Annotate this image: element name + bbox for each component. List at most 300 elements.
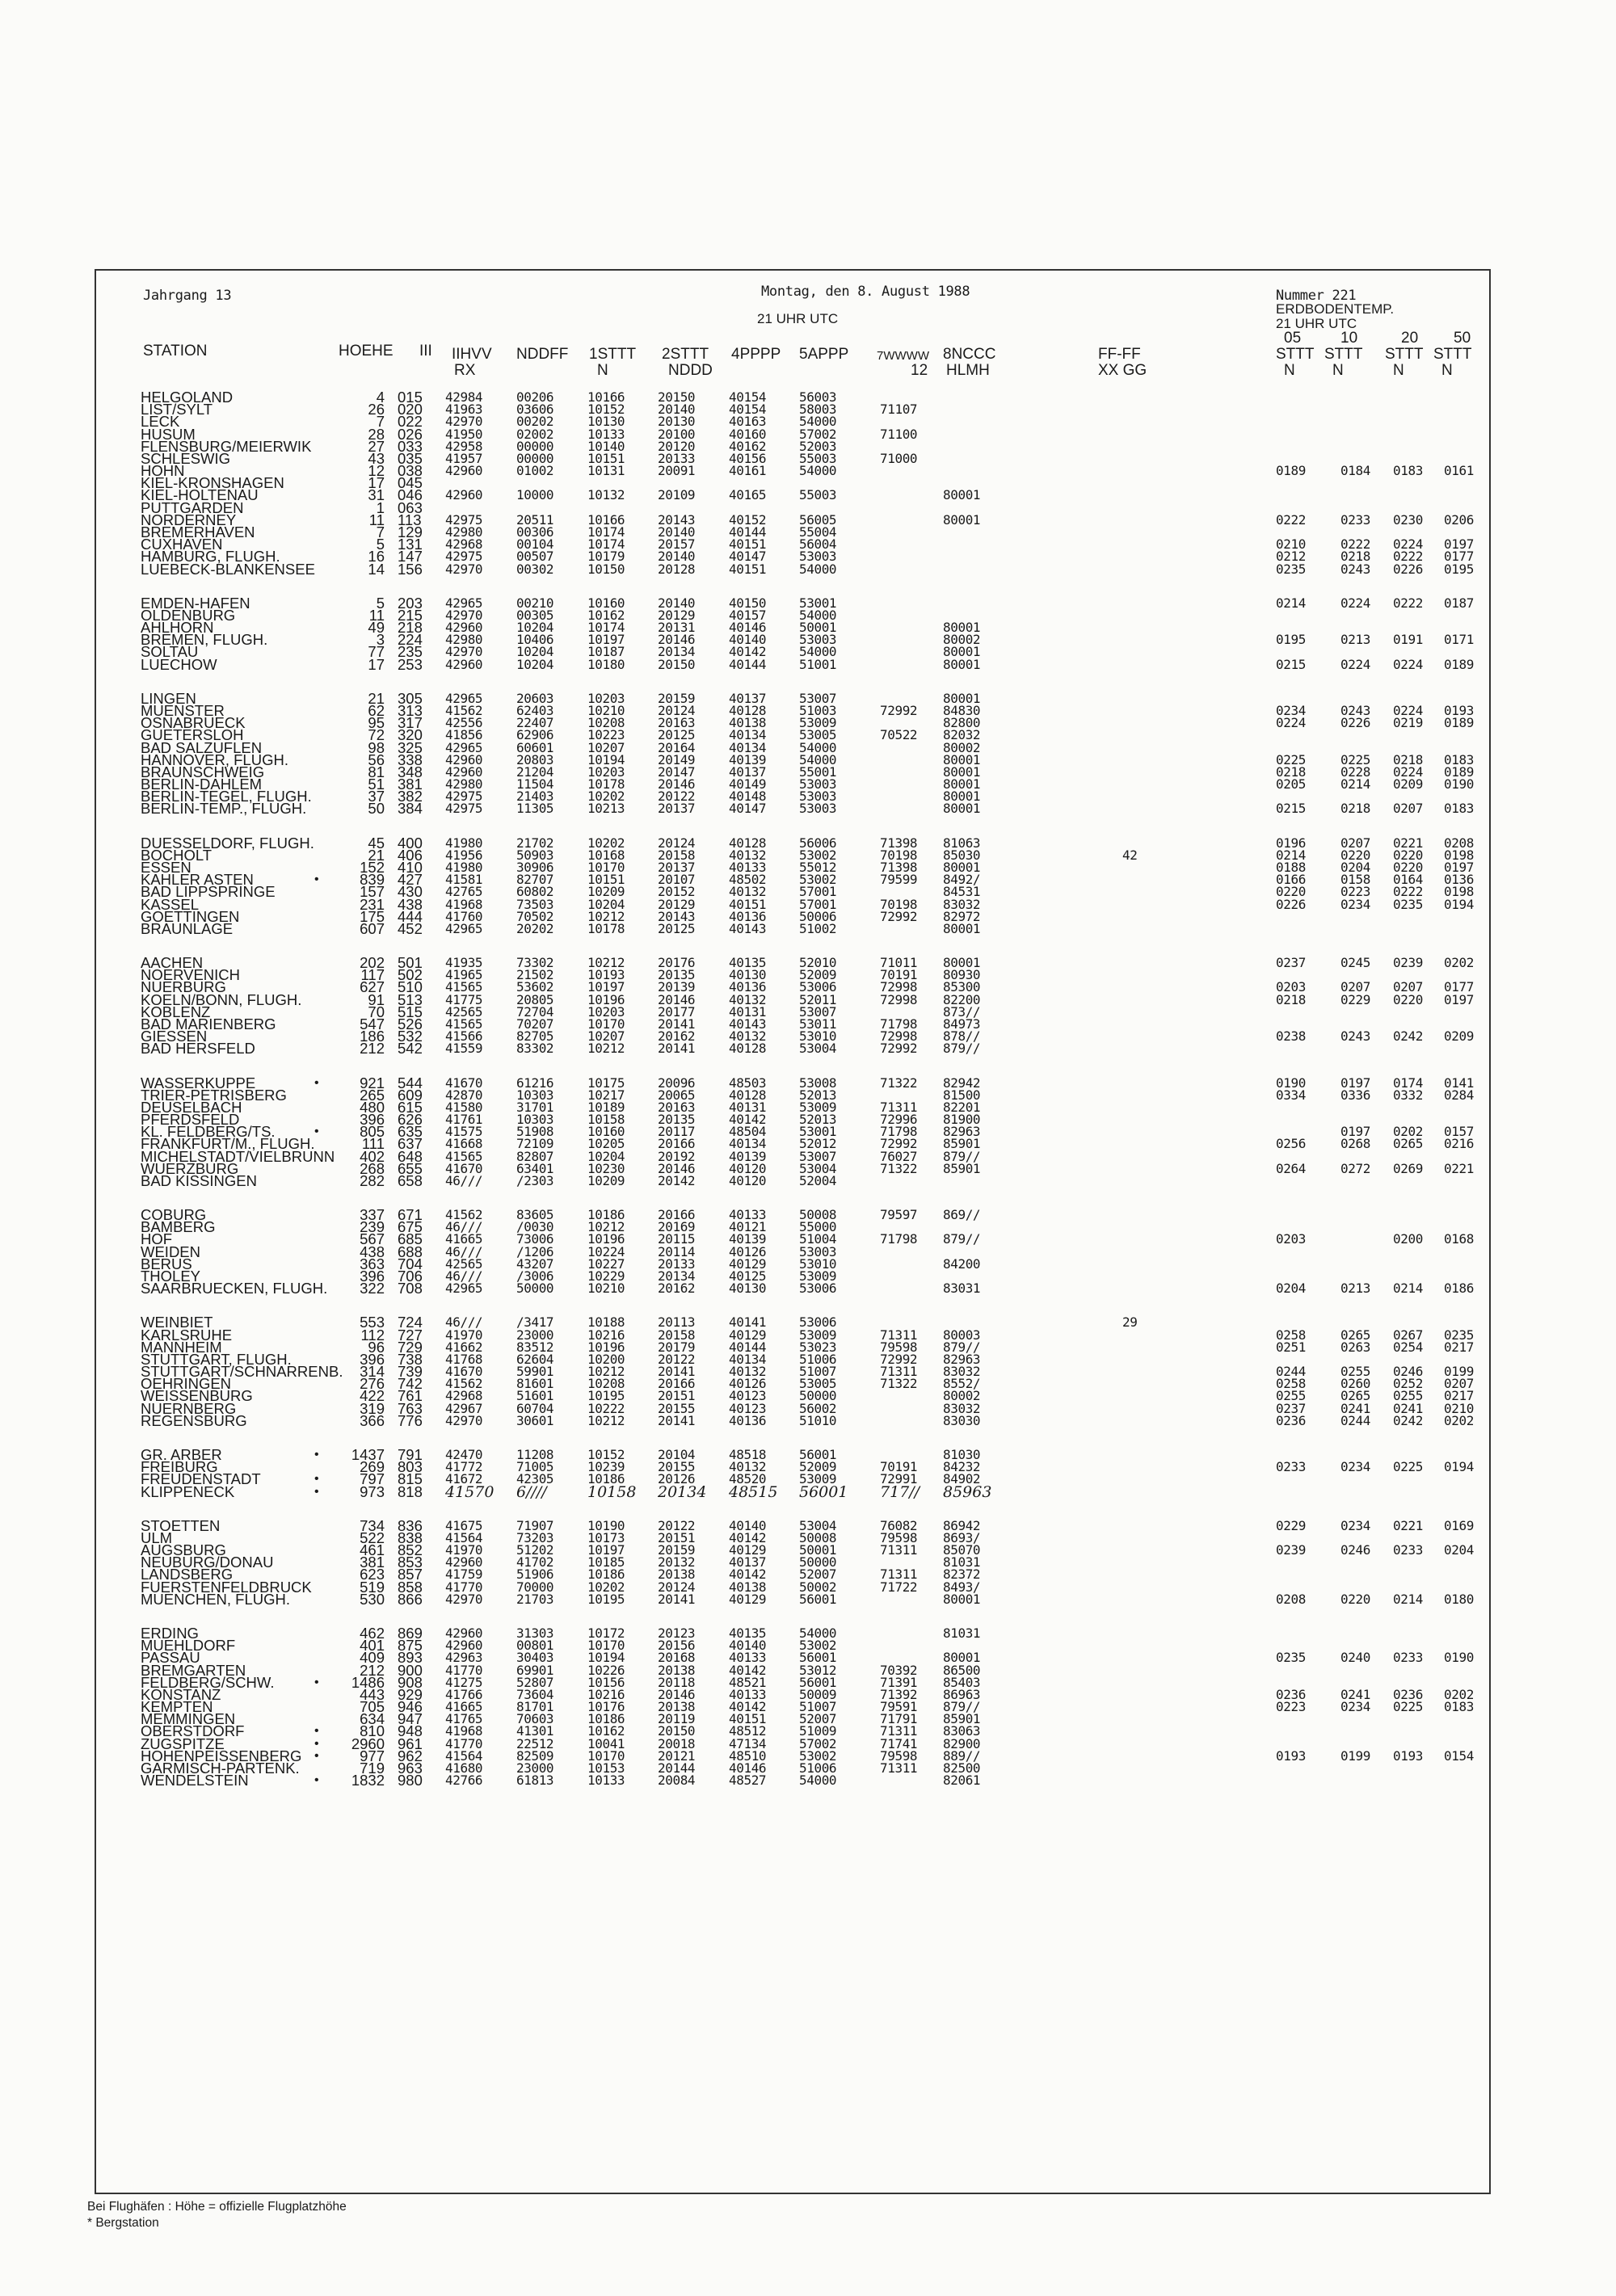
sttt2-value: 20163: [658, 715, 696, 731]
appp-value: 51007: [799, 1699, 837, 1714]
sttt1-value: 10196: [587, 1339, 625, 1355]
col-12: 12: [911, 362, 928, 379]
sttt1-value: 10166: [587, 389, 625, 405]
soil-temp-5cm: 0195: [1276, 632, 1306, 648]
pppp-value: 40162: [729, 438, 767, 454]
sttt1-value: 10179: [587, 549, 625, 565]
iihvv-value: 41950: [445, 426, 483, 442]
appp-value: 53001: [799, 595, 837, 611]
soil-temp-10cm: 0244: [1340, 1412, 1370, 1428]
weather-group-value: 79598: [880, 1339, 918, 1355]
station-height: 21: [368, 846, 385, 864]
weather-group-value: 79598: [880, 1529, 918, 1545]
station-id: 675: [398, 1218, 423, 1236]
iihvv-value: 42980: [445, 524, 483, 540]
weather-group-value: 71311: [880, 1099, 918, 1115]
station-id: 532: [398, 1028, 423, 1045]
soil-temp-5cm: 0238: [1276, 1028, 1306, 1045]
sttt2-value: 20113: [658, 1314, 696, 1331]
station-name: BERUS: [141, 1255, 192, 1272]
station-name: TRIER-PETRISBERG: [141, 1086, 287, 1104]
station-name: FREUDENSTADT: [141, 1470, 261, 1488]
iihvv-value: 42565: [445, 1003, 483, 1020]
sttt2-value: 20107: [658, 872, 696, 888]
sttt2-value: 20166: [658, 1376, 696, 1392]
nddff-value: 62403: [516, 703, 554, 718]
pppp-value: 40132: [729, 1364, 767, 1380]
iihvv-value: 42967: [445, 1400, 483, 1416]
mountain-station-marker: •: [314, 1724, 319, 1739]
nddff-value: 20202: [516, 920, 554, 936]
appp-value: 50006: [799, 908, 837, 924]
station-id: 063: [398, 498, 423, 516]
jahrgang-label: Jahrgang 13: [143, 288, 232, 304]
cloud-group-value: 82963: [943, 1351, 981, 1367]
soil-temp-50cm: 0168: [1444, 1231, 1474, 1247]
cloud-group-value: 80001: [943, 620, 981, 636]
soil-temp-20cm: 0202: [1393, 1124, 1423, 1140]
soil-temp-50cm: 0204: [1444, 1542, 1474, 1558]
cloud-group-value: 80002: [943, 632, 981, 648]
soil-temp-5cm: 0190: [1276, 1074, 1306, 1091]
weather-group-value: 72998: [880, 991, 918, 1007]
soil-temp-20cm: 0226: [1393, 561, 1423, 577]
pppp-value: 40138: [729, 1579, 767, 1595]
appp-value: 51002: [799, 920, 837, 936]
iihvv-value: 41766: [445, 1686, 483, 1702]
soil-temp-5cm: 0233: [1276, 1459, 1306, 1475]
sttt2-value: 20179: [658, 1339, 696, 1355]
sttt1-value: 10188: [587, 1314, 625, 1331]
cloud-group-value: 80001: [943, 487, 981, 503]
soil-temp-50cm: 0202: [1444, 955, 1474, 970]
station-id: 961: [398, 1735, 423, 1752]
sttt2-value: 20143: [658, 908, 696, 924]
soil-temp-5cm: 0208: [1276, 1591, 1306, 1607]
station-id: 900: [398, 1661, 423, 1679]
nddff-value: 51908: [516, 1124, 554, 1140]
pppp-value: 40139: [729, 1231, 767, 1247]
station-id: 438: [398, 895, 423, 913]
station-name: OBERSTDORF: [141, 1722, 245, 1740]
appp-value: 53003: [799, 788, 837, 805]
soil-temp-5cm: 0203: [1276, 1231, 1306, 1247]
col-4pppp: 4PPPP: [731, 346, 781, 363]
nddff-value: 10000: [516, 487, 554, 503]
nddff-value: 00305: [516, 607, 554, 623]
nddff-value: 61813: [516, 1772, 554, 1789]
station-id: 381: [398, 776, 423, 793]
soil-temp-20cm: 0221: [1393, 835, 1423, 851]
soil-temp-10cm: 0218: [1340, 801, 1370, 817]
station-name: AACHEN: [141, 954, 204, 971]
report-time-left: 21 UHR UTC: [757, 311, 839, 326]
soil-temp-20cm: 0239: [1393, 955, 1423, 970]
station-id: 836: [398, 1516, 423, 1534]
soil-temp-50cm: 0199: [1444, 1364, 1474, 1380]
nddff-value: 60601: [516, 739, 554, 755]
iihvv-value: 42565: [445, 1255, 483, 1272]
station-height: 314: [360, 1363, 385, 1381]
sttt2-value: 20104: [658, 1447, 696, 1462]
pppp-value: 40120: [729, 1172, 767, 1188]
station-id: 224: [398, 631, 423, 649]
sttt2-value: 20122: [658, 788, 696, 805]
soil-temp-5cm: 0214: [1276, 847, 1306, 863]
sttt1-value: 10208: [587, 1376, 625, 1392]
weather-group-value: 79591: [880, 1699, 918, 1714]
station-id: 131: [398, 536, 423, 553]
sttt2-value: 20141: [658, 1041, 696, 1057]
col-1sttt: 1STTT: [589, 346, 637, 363]
col-rx: RX: [454, 362, 476, 379]
sttt1-value: 10210: [587, 703, 625, 718]
pppp-value: 40130: [729, 1280, 767, 1297]
station-name: ULM: [141, 1529, 173, 1546]
iihvv-value: 41970: [445, 1542, 483, 1558]
sttt2-value: 20065: [658, 1087, 696, 1103]
iihvv-value: 41980: [445, 835, 483, 851]
nddff-value: 00104: [516, 536, 554, 553]
sttt2-value: 20143: [658, 511, 696, 528]
station-height: 553: [360, 1314, 385, 1331]
appp-value: 55000: [799, 1219, 837, 1235]
soil-temp-50cm: 0198: [1444, 884, 1474, 900]
iihvv-value: 41565: [445, 1148, 483, 1164]
iihvv-value: 42960: [445, 463, 483, 479]
station-name: NUERBURG: [141, 978, 226, 996]
sttt1-value: 10212: [587, 1412, 625, 1428]
soil-temp-20cm: 0224: [1393, 536, 1423, 553]
station-id: 147: [398, 548, 423, 566]
soil-temp-20cm: 0224: [1393, 656, 1423, 672]
pppp-value: 48512: [729, 1723, 767, 1739]
station-height: 26: [368, 401, 385, 418]
report-number: Nummer 221: [1276, 288, 1357, 304]
appp-value: 53003: [799, 776, 837, 792]
sttt2-value: 20121: [658, 1747, 696, 1764]
station-id: 648: [398, 1147, 423, 1165]
nddff-value: 51906: [516, 1566, 554, 1583]
report-time-right: 21 UHR UTC: [1276, 316, 1357, 331]
appp-value: 54000: [799, 751, 837, 767]
station-height: 186: [360, 1028, 385, 1045]
station-id: 908: [398, 1673, 423, 1691]
station-name: NUERNBERG: [141, 1399, 237, 1417]
iihvv-value: 41935: [445, 955, 483, 970]
sttt1-value: 10196: [587, 991, 625, 1007]
station-name: ERDING: [141, 1624, 199, 1642]
iihvv-value: 41970: [445, 1327, 483, 1343]
soil-temp-10cm: 0158: [1340, 872, 1370, 888]
station-name: KOBLENZ: [141, 1003, 211, 1020]
pppp-value: 40128: [729, 1041, 767, 1057]
col-n-05: N: [1284, 362, 1295, 379]
pppp-value: 40148: [729, 788, 767, 805]
nddff-value: 00000: [516, 450, 554, 466]
pppp-value: 40147: [729, 801, 767, 817]
soil-temp-50cm: 0136: [1444, 872, 1474, 888]
soil-temp-5cm: 0264: [1276, 1160, 1306, 1176]
sttt1-value: 10207: [587, 739, 625, 755]
soil-temp-20cm: 0222: [1393, 595, 1423, 611]
soil-temp-50cm: 0161: [1444, 463, 1474, 479]
iihvv-value: 42470: [445, 1447, 483, 1462]
pppp-value: 40137: [729, 690, 767, 706]
soil-temp-50cm: 0189: [1444, 656, 1474, 672]
station-name: STUTTGART, FLUGH.: [141, 1350, 292, 1368]
sttt2-value: 20124: [658, 703, 696, 718]
station-id: 962: [398, 1747, 423, 1764]
soil-temp-5cm: 0215: [1276, 656, 1306, 672]
col-7wwww: 7WWWW: [877, 349, 929, 363]
soil-temp-10cm: 0260: [1340, 1376, 1370, 1392]
soil-temp-10cm: 0265: [1340, 1327, 1370, 1343]
cloud-group-value: 80001: [943, 763, 981, 780]
iihvv-value: 41759: [445, 1566, 483, 1583]
pppp-value: 48521: [729, 1674, 767, 1690]
station-id: 866: [398, 1590, 423, 1608]
cloud-group-value: 86942: [943, 1517, 981, 1533]
pppp-value: 40146: [729, 1760, 767, 1776]
nddff-value: 73203: [516, 1529, 554, 1545]
station-name: BERLIN-DAHLEM: [141, 776, 263, 793]
cloud-group-value: 85901: [943, 1136, 981, 1152]
station-id: 853: [398, 1554, 423, 1571]
station-height: 152: [360, 858, 385, 876]
nddff-value: 70502: [516, 908, 554, 924]
sttt2-value: 20169: [658, 1219, 696, 1235]
station-id: 858: [398, 1578, 423, 1596]
sttt1-value: 10190: [587, 1517, 625, 1533]
nddff-value: /0030: [516, 1219, 554, 1235]
nddff-value: 53602: [516, 979, 554, 995]
nddff-value: 21502: [516, 967, 554, 983]
station-height: 381: [360, 1554, 385, 1571]
weather-group-value: 71000: [880, 450, 918, 466]
sttt2-value: 20141: [658, 1412, 696, 1428]
sttt2-value: 20144: [658, 1760, 696, 1776]
sttt1-value: 10200: [587, 1351, 625, 1367]
cloud-group-value: 879//: [943, 1041, 981, 1057]
soil-temp-5cm: 0236: [1276, 1686, 1306, 1702]
sttt1-value: 10197: [587, 632, 625, 648]
pppp-value: 40134: [729, 739, 767, 755]
appp-value: 53003: [799, 549, 837, 565]
pppp-value: 40141: [729, 1314, 767, 1331]
pppp-value: 40142: [729, 1529, 767, 1545]
soil-temp-50cm: 0154: [1444, 1747, 1474, 1764]
soil-temp-5cm: 0188: [1276, 859, 1306, 875]
appp-value: 51004: [799, 1231, 837, 1247]
station-height: 282: [360, 1171, 385, 1189]
sttt2-value: 20138: [658, 1662, 696, 1678]
sttt2-value: 20084: [658, 1772, 696, 1789]
weather-group-value: 70198: [880, 847, 918, 863]
soil-temp-50cm: 0195: [1444, 561, 1474, 577]
nddff-value: 00206: [516, 389, 554, 405]
pppp-value: 40156: [729, 450, 767, 466]
station-height: 37: [368, 788, 385, 805]
sttt2-value: 20141: [658, 1016, 696, 1032]
appp-value: 54000: [799, 607, 837, 623]
sttt1-value: 10223: [587, 727, 625, 743]
appp-value: 53002: [799, 847, 837, 863]
sttt1-value: 10170: [587, 1638, 625, 1654]
soil-temp-20cm: 0242: [1393, 1028, 1423, 1045]
appp-value: 53023: [799, 1339, 837, 1355]
station-height: 7: [376, 524, 385, 540]
nddff-value: 50000: [516, 1280, 554, 1297]
station-id: 046: [398, 486, 423, 504]
station-id: 857: [398, 1566, 423, 1583]
sttt2-value: 20117: [658, 1124, 696, 1140]
soil-temp-20cm: 0246: [1393, 1364, 1423, 1380]
iihvv-value: 42766: [445, 1772, 483, 1789]
nddff-value: 00302: [516, 561, 554, 577]
pppp-value: 40128: [729, 1087, 767, 1103]
sttt2-value: 20159: [658, 1542, 696, 1558]
mountain-station-marker: •: [314, 1736, 319, 1751]
sttt2-value: 20146: [658, 1160, 696, 1176]
appp-value: 51003: [799, 703, 837, 718]
station-height: 363: [360, 1255, 385, 1272]
appp-value: 52003: [799, 438, 837, 454]
soil-temp-10cm: 0336: [1340, 1087, 1370, 1103]
weather-group-value: 71741: [880, 1735, 918, 1751]
station-height: 51: [368, 776, 385, 793]
sttt2-value: 20146: [658, 776, 696, 792]
appp-value: 57002: [799, 426, 837, 442]
station-name: WEISSENBURG: [141, 1387, 253, 1405]
station-height: 839: [360, 871, 385, 889]
soil-temp-5cm: 0237: [1276, 1400, 1306, 1416]
cloud-group-value: 879//: [943, 1699, 981, 1714]
nddff-value: 70207: [516, 1016, 554, 1032]
station-height: 157: [360, 883, 385, 901]
sttt1-value: 10230: [587, 1160, 625, 1176]
soil-temp-20cm: 0207: [1393, 979, 1423, 995]
soil-temp-5cm: 0166: [1276, 872, 1306, 888]
cloud-group-value: 83032: [943, 896, 981, 912]
appp-value: 53009: [799, 1327, 837, 1343]
iihvv-value: 42965: [445, 739, 483, 755]
nddff-value: 20803: [516, 751, 554, 767]
appp-value: 54000: [799, 561, 837, 577]
station-height: 810: [360, 1722, 385, 1740]
pppp-value: 40144: [729, 656, 767, 672]
nddff-value: 71907: [516, 1517, 554, 1533]
station-name: STOETTEN: [141, 1516, 221, 1534]
station-name: AUGSBURG: [141, 1541, 226, 1558]
station-name: SAARBRUECKEN, FLUGH.: [141, 1280, 328, 1297]
station-height: 5: [376, 594, 385, 612]
appp-value: 53005: [799, 727, 837, 743]
station-name: BAD KISSINGEN: [141, 1171, 257, 1189]
iihvv-value: 42970: [445, 644, 483, 660]
cloud-group-value: 80001: [943, 656, 981, 672]
nddff-value: 22512: [516, 1735, 554, 1751]
pppp-value: 40134: [729, 727, 767, 743]
nddff-value: 6////: [516, 1482, 547, 1501]
iihvv-value: 42870: [445, 1087, 483, 1103]
sttt2-value: 20140: [658, 595, 696, 611]
sttt2-value: 20166: [658, 1136, 696, 1152]
appp-value: 56001: [799, 1482, 848, 1501]
station-id: 838: [398, 1529, 423, 1546]
station-height: 530: [360, 1590, 385, 1608]
cloud-group-value: 80001: [943, 955, 981, 970]
cloud-group-value: 84902: [943, 1471, 981, 1487]
station-height: 49: [368, 619, 385, 637]
sttt2-value: 20140: [658, 524, 696, 540]
station-name: LUEBECK-BLANKENSEE: [141, 560, 315, 578]
station-height: 409: [360, 1649, 385, 1667]
sttt1-value: 10170: [587, 1016, 625, 1032]
iihvv-value: 42975: [445, 788, 483, 805]
sttt2-value: 20150: [658, 389, 696, 405]
col-sttt-10: STTT: [1324, 346, 1363, 363]
station-id: 609: [398, 1086, 423, 1104]
nddff-value: 23000: [516, 1327, 554, 1343]
cloud-group-value: 80001: [943, 788, 981, 805]
appp-value: 53004: [799, 1041, 837, 1057]
station-height: 17: [368, 474, 385, 492]
station-height: 56: [368, 751, 385, 768]
iihvv-value: 42970: [445, 561, 483, 577]
soil-temp-20cm: 0214: [1393, 1591, 1423, 1607]
col-nddff: NDDFF: [516, 346, 569, 363]
col-5appp: 5APPP: [799, 346, 849, 363]
appp-value: 51009: [799, 1723, 837, 1739]
sttt1-value: 10140: [587, 438, 625, 454]
soil-temp-5cm: 0244: [1276, 1364, 1306, 1380]
station-name: KARLSRUHE: [141, 1326, 233, 1344]
soil-temp-5cm: 0215: [1276, 801, 1306, 817]
station-id: 671: [398, 1206, 423, 1224]
station-name: BOCHOLT: [141, 846, 213, 864]
station-id: 803: [398, 1458, 423, 1476]
appp-value: 53001: [799, 1124, 837, 1140]
sttt1-value: 10189: [587, 1099, 625, 1115]
sttt2-value: 20128: [658, 561, 696, 577]
col-hlmh: HLMH: [946, 362, 990, 379]
station-name: KIEL-HOLTENAU: [141, 486, 259, 504]
sttt2-value: 20133: [658, 1255, 696, 1272]
station-height: 396: [360, 1350, 385, 1368]
sttt1-value: 10150: [587, 561, 625, 577]
sttt1-value: 10186: [587, 1471, 625, 1487]
pppp-value: 40129: [729, 1542, 767, 1558]
soil-temp-10cm: 0233: [1340, 511, 1370, 528]
station-id: 348: [398, 763, 423, 780]
nddff-value: 83512: [516, 1339, 554, 1355]
soil-temp-10cm: 0255: [1340, 1364, 1370, 1380]
sttt1-value: 10197: [587, 1542, 625, 1558]
appp-value: 52012: [799, 1136, 837, 1152]
iihvv-value: 42960: [445, 763, 483, 780]
cloud-group-value: 83031: [943, 1280, 981, 1297]
sttt1-value: 10174: [587, 524, 625, 540]
cloud-group-value: 81030: [943, 1447, 981, 1462]
pppp-value: 40165: [729, 487, 767, 503]
appp-value: 53002: [799, 872, 837, 888]
nddff-value: 61216: [516, 1074, 554, 1091]
nddff-value: 21204: [516, 763, 554, 780]
sttt2-value: 20134: [658, 1482, 707, 1501]
iihvv-value: 41765: [445, 1711, 483, 1727]
nddff-value: 82807: [516, 1148, 554, 1164]
